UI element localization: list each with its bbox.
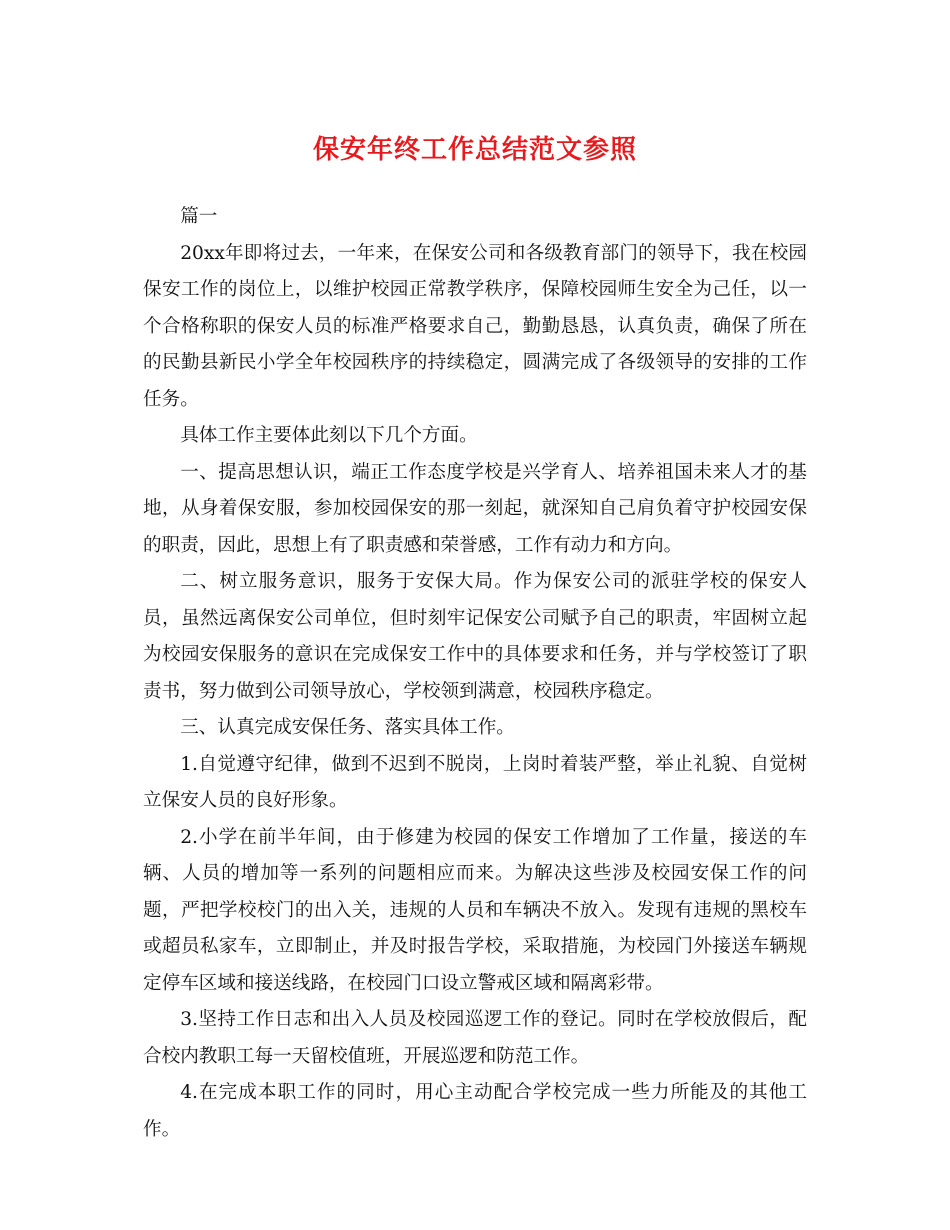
paragraph: 三、认真完成安保任务、落实具体工作。: [180, 717, 515, 738]
list-item: 4.在完成本职工作的同时，用心主动配合学校完成一些力所能及的其他工作。: [143, 1082, 807, 1140]
paragraph: 一、提高思想认识，端正工作态度学校是兴学育人、培养祖国未来人才的基地，从身着保安服，参加校园保安的那一刻起，就深知自己肩负着守护校园安保的职责，因此，思想上有了职责感和荣誉感，工作有动力和方向。: [143, 461, 807, 556]
document-title: 保安年终工作总结范文参照: [312, 135, 637, 165]
paragraph: 二、树立服务意识，服务于安保大局。作为保安公司的派驻学校的保安人员，虽然远离保安公司单位，但时刻牢记保安公司赋予自己的职责，牢固树立起为校园安保服务的意识在完成保安工作中的具体要求和任务，并与学校签订了职责书，努力做到公司领导放心，学校领到满意，校园秩序稳定。: [143, 571, 807, 702]
paragraph: 具体工作主要体此刻以下几个方面。: [180, 425, 478, 446]
document-body: [143, 199, 807, 1148]
list-item: 3.坚持工作日志和出入人员及校园巡逻工作的登记。同时在学校放假后，配合校内教职工每一天留校值班，开展巡逻和防范工作。: [143, 1009, 807, 1067]
list-item: 1.自觉遵守纪律，做到不迟到不脱岗，上岗时着装严整，举止礼貌、自觉树立保安人员的良好形象。: [143, 753, 807, 811]
paragraph: 20xx年即将过去，一年来，在保安公司和各级教育部门的领导下，我在校园保安工作的岗位上，以维护校园正常教学秩序，保障校园师生安全为己任，以一个合格称职的保安人员的标准严格要求自己，勤勤恳恳，认真负责，确保了所在的民勤县新民小学全年校园秩序的持续稳定，圆满完成了各级领导的安排的工作任务。: [143, 242, 807, 410]
list-item: 2.小学在前半年间，由于修建为校园的保安工作增加了工作量，接送的车辆、人员的增加等一系列的问题相应而来。为解决这些涉及校园安保工作的问题，严把学校校门的出入关，违规的人员和车辆决不放入。发现有违规的黑校车或超员私家车，立即制止，并及时报告学校，采取措施，为校园门外接送车辆规定停车区域和接送线路，在校园门口设立警戒区域和隔离彩带。: [143, 826, 807, 994]
section-heading: 篇一: [180, 206, 218, 227]
